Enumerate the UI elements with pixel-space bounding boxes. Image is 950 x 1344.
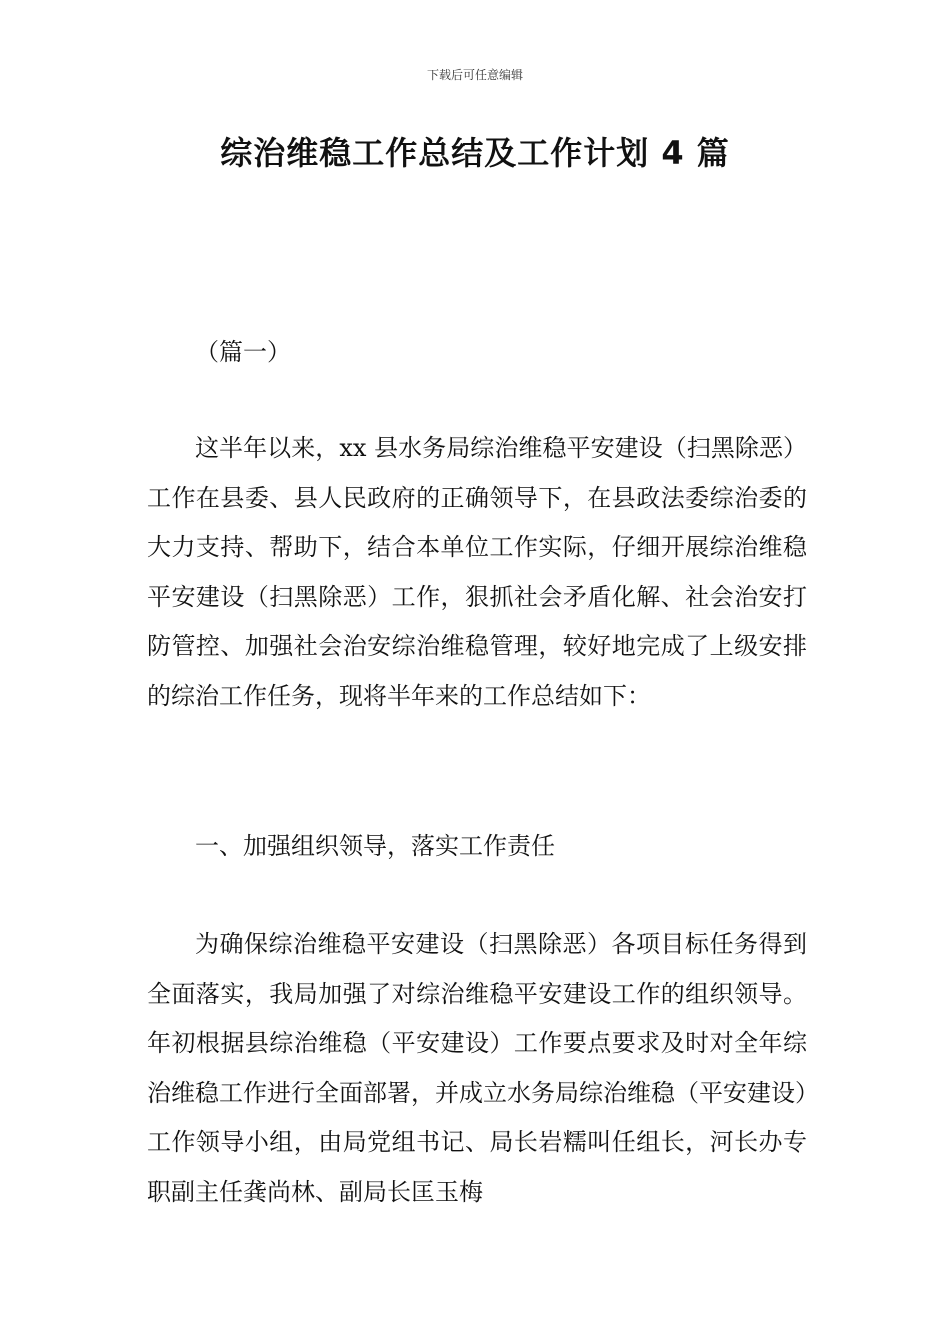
document-title: 综治维稳工作总结及工作计划 4 篇: [220, 134, 730, 172]
body-paragraph-1: 这半年以来，xx 县水务局综治维稳平安建设（扫黑除恶）工作在县委、县人民政府的正确领导下，在县政法委综治委的大力支持、帮助下，结合本单位工作实际，仔细开展综治维稳平安建设（扫黑除恶）工作，狠抓社会矛盾化解、社会治安打防管控、加强社会治安综治维稳管理，较好地完成了上级安排的综治工作任务，现将半年来的工作总结如下：: [147, 434, 807, 710]
section-heading-1: 一、加强组织领导，落实工作责任: [195, 832, 555, 860]
body-paragraph-2: 为确保综治维稳平安建设（扫黑除恶）各项目标任务得到全面落实，我局加强了对综治维稳平安建设工作的组织领导。年初根据县综治维稳（平安建设）工作要点要求及时对全年综治维稳工作进行全面部署，并成立水务局综治维稳（平安建设）工作领导小组，由局党组书记、局长岩糯叫任组长，河长办专职副主任龚尚林、副局长匡玉梅: [147, 930, 807, 1206]
part-label: （篇一）: [195, 338, 291, 366]
header-note: 下载后可任意编辑: [426, 68, 523, 82]
